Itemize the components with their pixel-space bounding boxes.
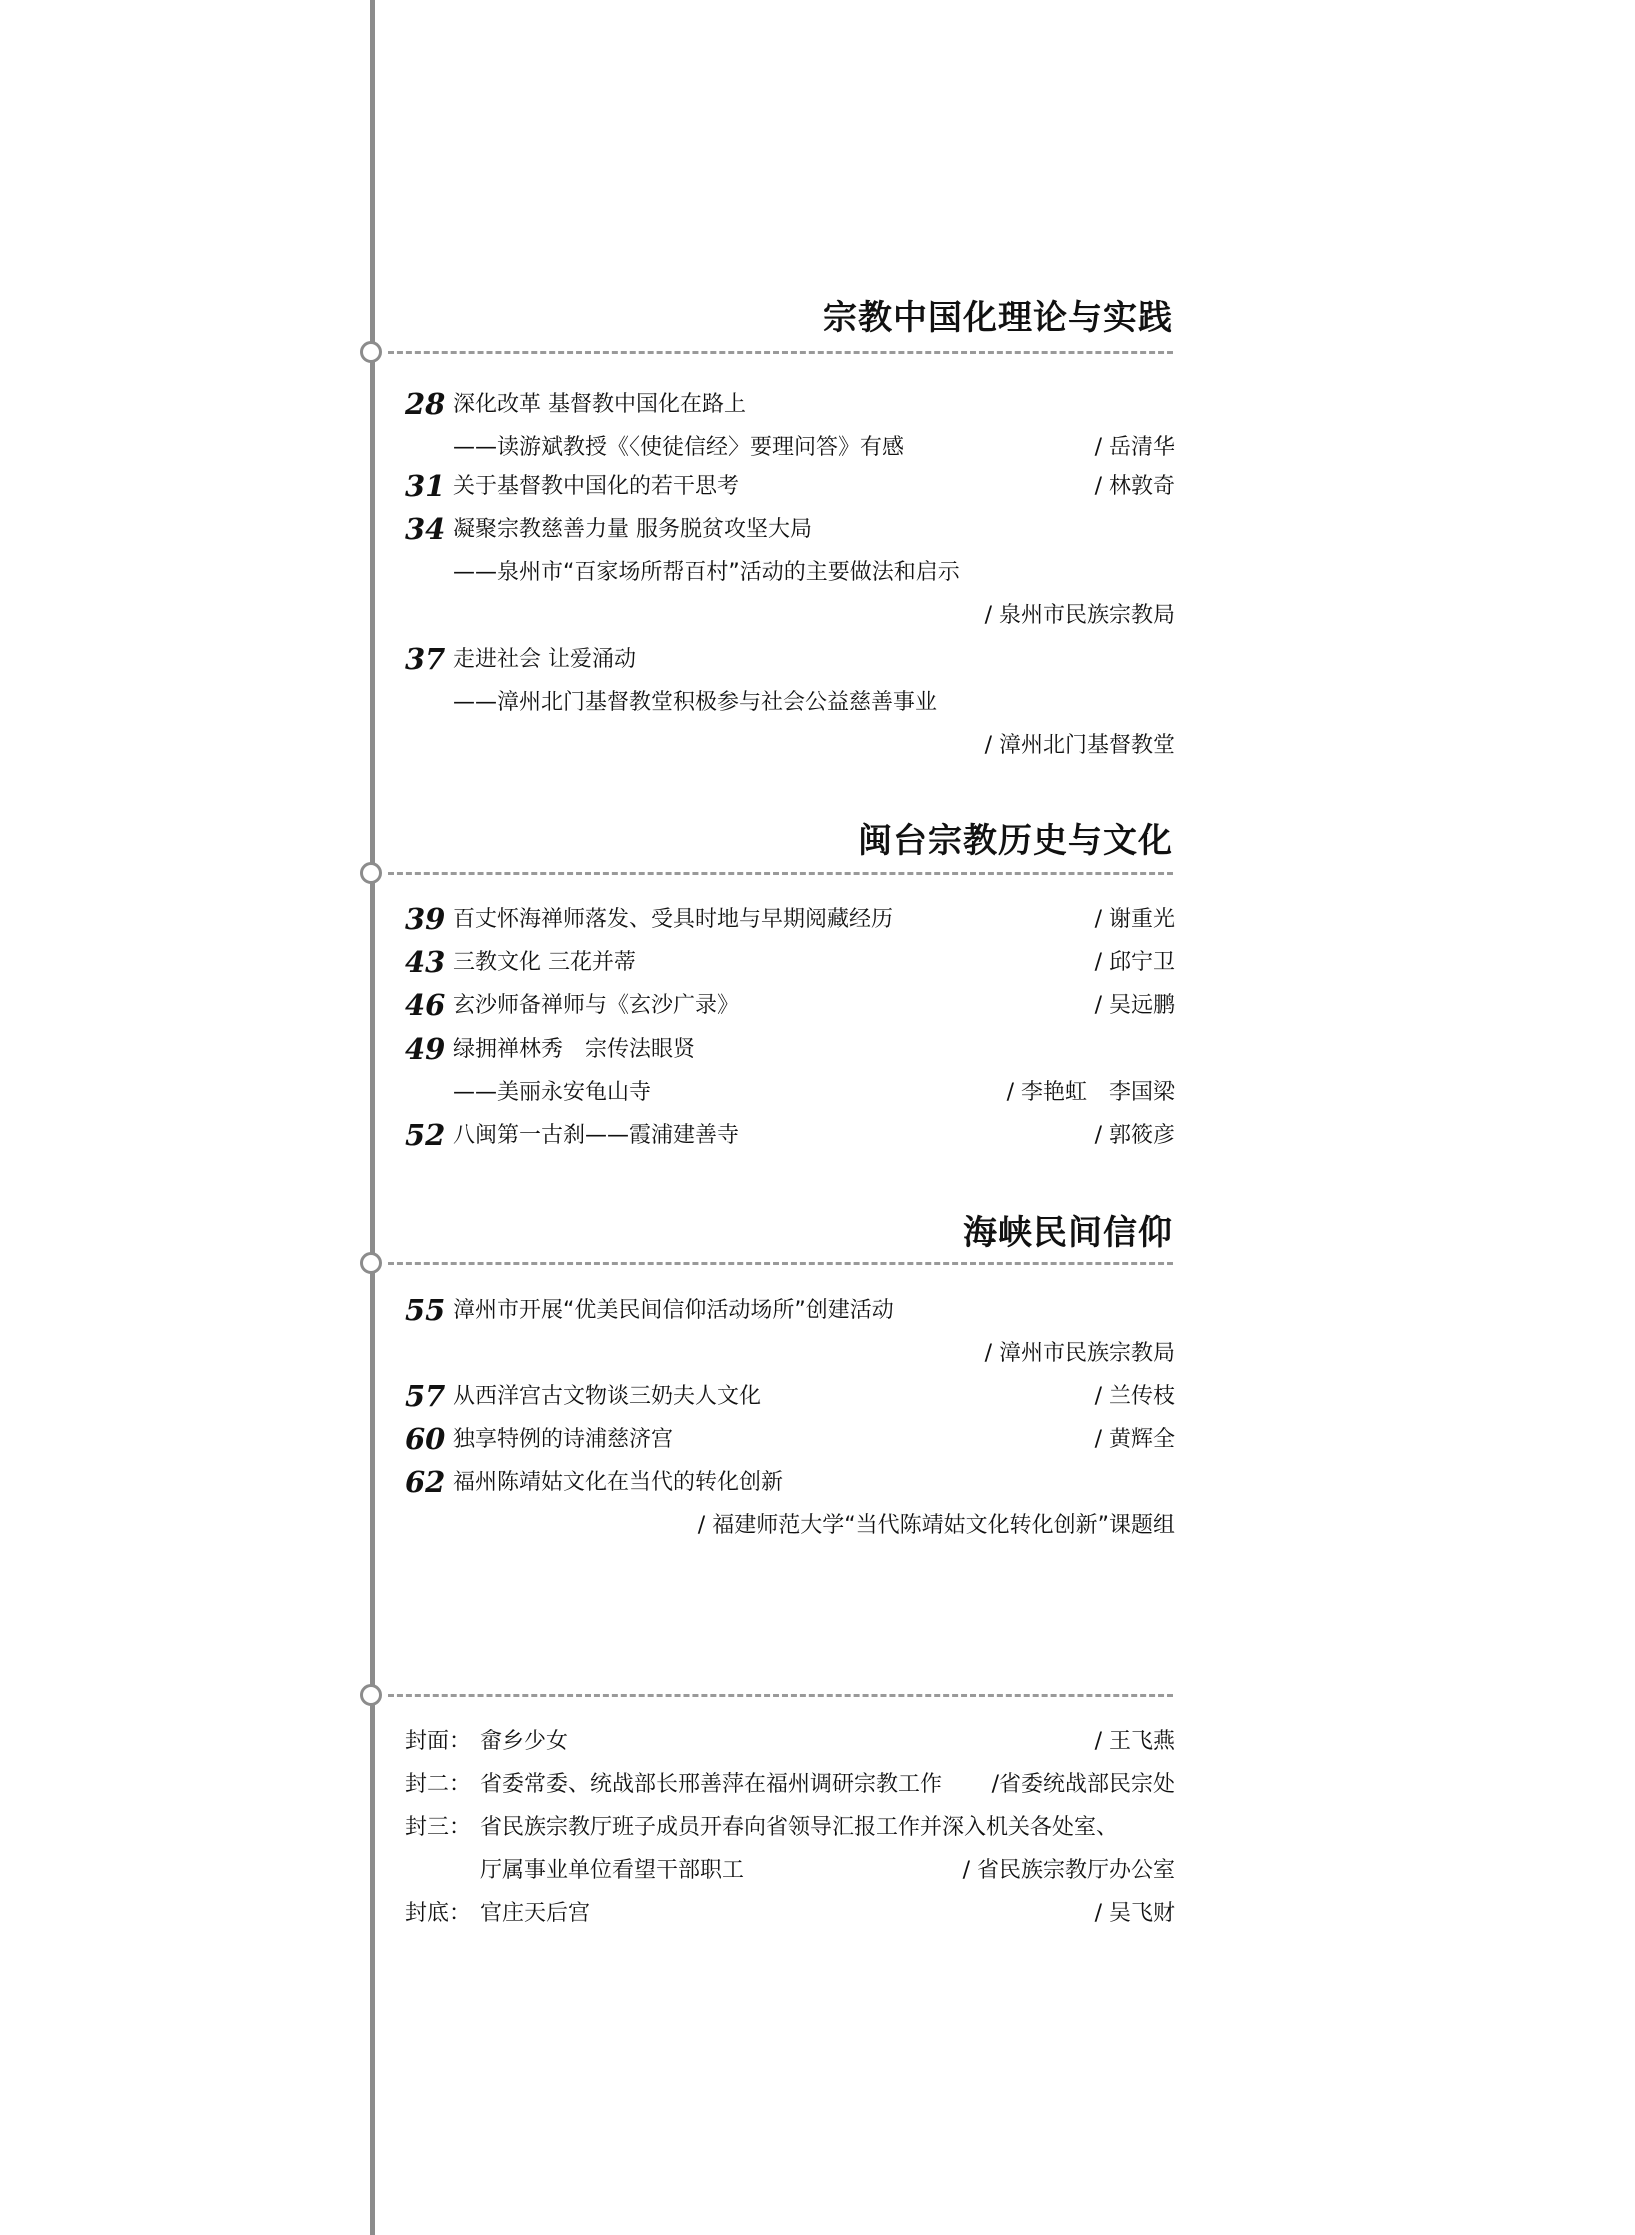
entry-author: / 漳州北门基督教堂 bbox=[984, 733, 1175, 758]
credit-author: / 王飞燕 bbox=[1094, 1729, 1175, 1754]
toc-entry[interactable] bbox=[405, 1375, 1175, 1418]
entry-title: 玄沙师备禅师与《玄沙广录》 bbox=[453, 993, 740, 1018]
entry-author: / 谢重光 bbox=[1094, 907, 1175, 932]
credit-author: / 吴飞财 bbox=[1094, 1901, 1175, 1926]
page-number: 62 bbox=[405, 1465, 446, 1499]
toc-entry[interactable] bbox=[405, 1028, 1175, 1114]
toc-entry[interactable] bbox=[405, 1289, 1175, 1375]
page-number: 39 bbox=[405, 902, 446, 936]
entry-author: / 黄辉全 bbox=[1094, 1427, 1175, 1452]
timeline-node bbox=[360, 862, 382, 884]
entry-title: 三教文化 三花并蒂 bbox=[453, 950, 636, 975]
entry-title: 关于基督教中国化的若干思考 bbox=[453, 474, 740, 499]
section-title: 海峡民间信仰 bbox=[963, 1213, 1173, 1253]
entry-author: / 李艳虹 李国梁 bbox=[1006, 1080, 1175, 1105]
cover-credits bbox=[405, 1720, 1175, 1935]
entry-title: 福州陈靖姑文化在当代的转化创新 bbox=[453, 1470, 784, 1495]
entry-subtitle: ——读游斌教授《〈使徒信经〉要理问答》有感 bbox=[453, 435, 905, 460]
page-number: 49 bbox=[405, 1032, 446, 1066]
page-number: 52 bbox=[405, 1118, 446, 1152]
entry-title: 绿拥禅林秀 宗传法眼贤 bbox=[453, 1037, 696, 1062]
page-number: 60 bbox=[405, 1422, 446, 1456]
toc-entry[interactable] bbox=[405, 383, 1175, 469]
credit-text: 官庄天后宫 bbox=[480, 1901, 591, 1926]
entry-author: / 岳清华 bbox=[1094, 435, 1175, 460]
entry-title: 百丈怀海禅师落发、受具时地与早期阅藏经历 bbox=[453, 907, 894, 932]
credit-row bbox=[405, 1849, 1175, 1892]
entry-author: / 林敦奇 bbox=[1094, 474, 1175, 499]
credit-label: 封面： bbox=[405, 1729, 472, 1754]
page-number: 28 bbox=[405, 387, 446, 421]
section-divider bbox=[388, 1694, 1173, 1697]
entry-title: 凝聚宗教慈善力量 服务脱贫攻坚大局 bbox=[453, 517, 812, 542]
entry-author: / 兰传枝 bbox=[1094, 1384, 1175, 1409]
section-divider bbox=[388, 351, 1173, 354]
entry-title: 深化改革 基督教中国化在路上 bbox=[453, 392, 746, 417]
page-number: 55 bbox=[405, 1293, 446, 1327]
toc-entry[interactable] bbox=[405, 1114, 1175, 1157]
credit-text: 省委常委、统战部长邢善萍在福州调研宗教工作 bbox=[480, 1772, 943, 1797]
page-number: 46 bbox=[405, 988, 446, 1022]
page-number: 43 bbox=[405, 945, 446, 979]
timeline-node bbox=[360, 1684, 382, 1706]
entry-subtitle: ——泉州市“百家场所帮百村”活动的主要做法和启示 bbox=[453, 560, 960, 585]
timeline-line bbox=[370, 0, 375, 2235]
credit-text: 省民族宗教厅班子成员开春向省领导汇报工作并深入机关各处室、 bbox=[480, 1815, 1119, 1840]
entry-author: / 漳州市民族宗教局 bbox=[984, 1341, 1175, 1366]
entry-subtitle: ——漳州北门基督教堂积极参与社会公益慈善事业 bbox=[453, 690, 938, 715]
section-title: 宗教中国化理论与实践 bbox=[823, 298, 1173, 338]
toc-entry[interactable] bbox=[405, 1461, 1175, 1547]
section-title: 闽台宗教历史与文化 bbox=[858, 821, 1173, 861]
toc-entry[interactable] bbox=[405, 898, 1175, 941]
toc-entry[interactable] bbox=[405, 508, 1175, 637]
entry-subtitle: ——美丽永安龟山寺 bbox=[453, 1080, 652, 1105]
entry-author: / 泉州市民族宗教局 bbox=[984, 603, 1175, 628]
credit-row bbox=[405, 1763, 1175, 1806]
page-number: 31 bbox=[405, 469, 446, 503]
credit-row bbox=[405, 1892, 1175, 1935]
credit-text: 畲乡少女 bbox=[480, 1729, 569, 1754]
credit-row bbox=[405, 1720, 1175, 1763]
timeline-node bbox=[360, 341, 382, 363]
toc-entry[interactable] bbox=[405, 638, 1175, 767]
page-number: 37 bbox=[405, 642, 446, 676]
timeline-node bbox=[360, 1252, 382, 1274]
section-divider bbox=[388, 872, 1173, 875]
entry-title: 独享特例的诗浦慈济宫 bbox=[453, 1427, 674, 1452]
entry-author: / 郭筱彦 bbox=[1094, 1123, 1175, 1148]
toc-entry[interactable] bbox=[405, 984, 1175, 1027]
credit-label: 封三： bbox=[405, 1815, 472, 1840]
entry-title: 从西洋宫古文物谈三奶夫人文化 bbox=[453, 1384, 762, 1409]
credit-author: / 省民族宗教厅办公室 bbox=[962, 1858, 1175, 1883]
credit-label: 封底： bbox=[405, 1901, 472, 1926]
section-divider bbox=[388, 1262, 1173, 1265]
credit-author: /省委统战部民宗处 bbox=[991, 1772, 1175, 1797]
toc-entry[interactable] bbox=[405, 465, 1175, 508]
entry-author: / 吴远鹏 bbox=[1094, 993, 1175, 1018]
entry-title: 八闽第一古刹——霞浦建善寺 bbox=[453, 1123, 740, 1148]
credit-label: 封二： bbox=[405, 1772, 472, 1797]
credit-text-continued: 厅属事业单位看望干部职工 bbox=[480, 1858, 745, 1883]
toc-entry[interactable] bbox=[405, 1418, 1175, 1461]
page-number: 57 bbox=[405, 1379, 446, 1413]
entry-title: 漳州市开展“优美民间信仰活动场所”创建活动 bbox=[453, 1298, 894, 1323]
entry-author: / 邱宁卫 bbox=[1094, 950, 1175, 975]
credit-row bbox=[405, 1806, 1175, 1849]
entry-title: 走进社会 让爱涌动 bbox=[453, 647, 636, 672]
toc-entry[interactable] bbox=[405, 941, 1175, 984]
page-number: 34 bbox=[405, 512, 446, 546]
entry-author: / 福建师范大学“当代陈靖姑文化转化创新”课题组 bbox=[697, 1513, 1175, 1538]
